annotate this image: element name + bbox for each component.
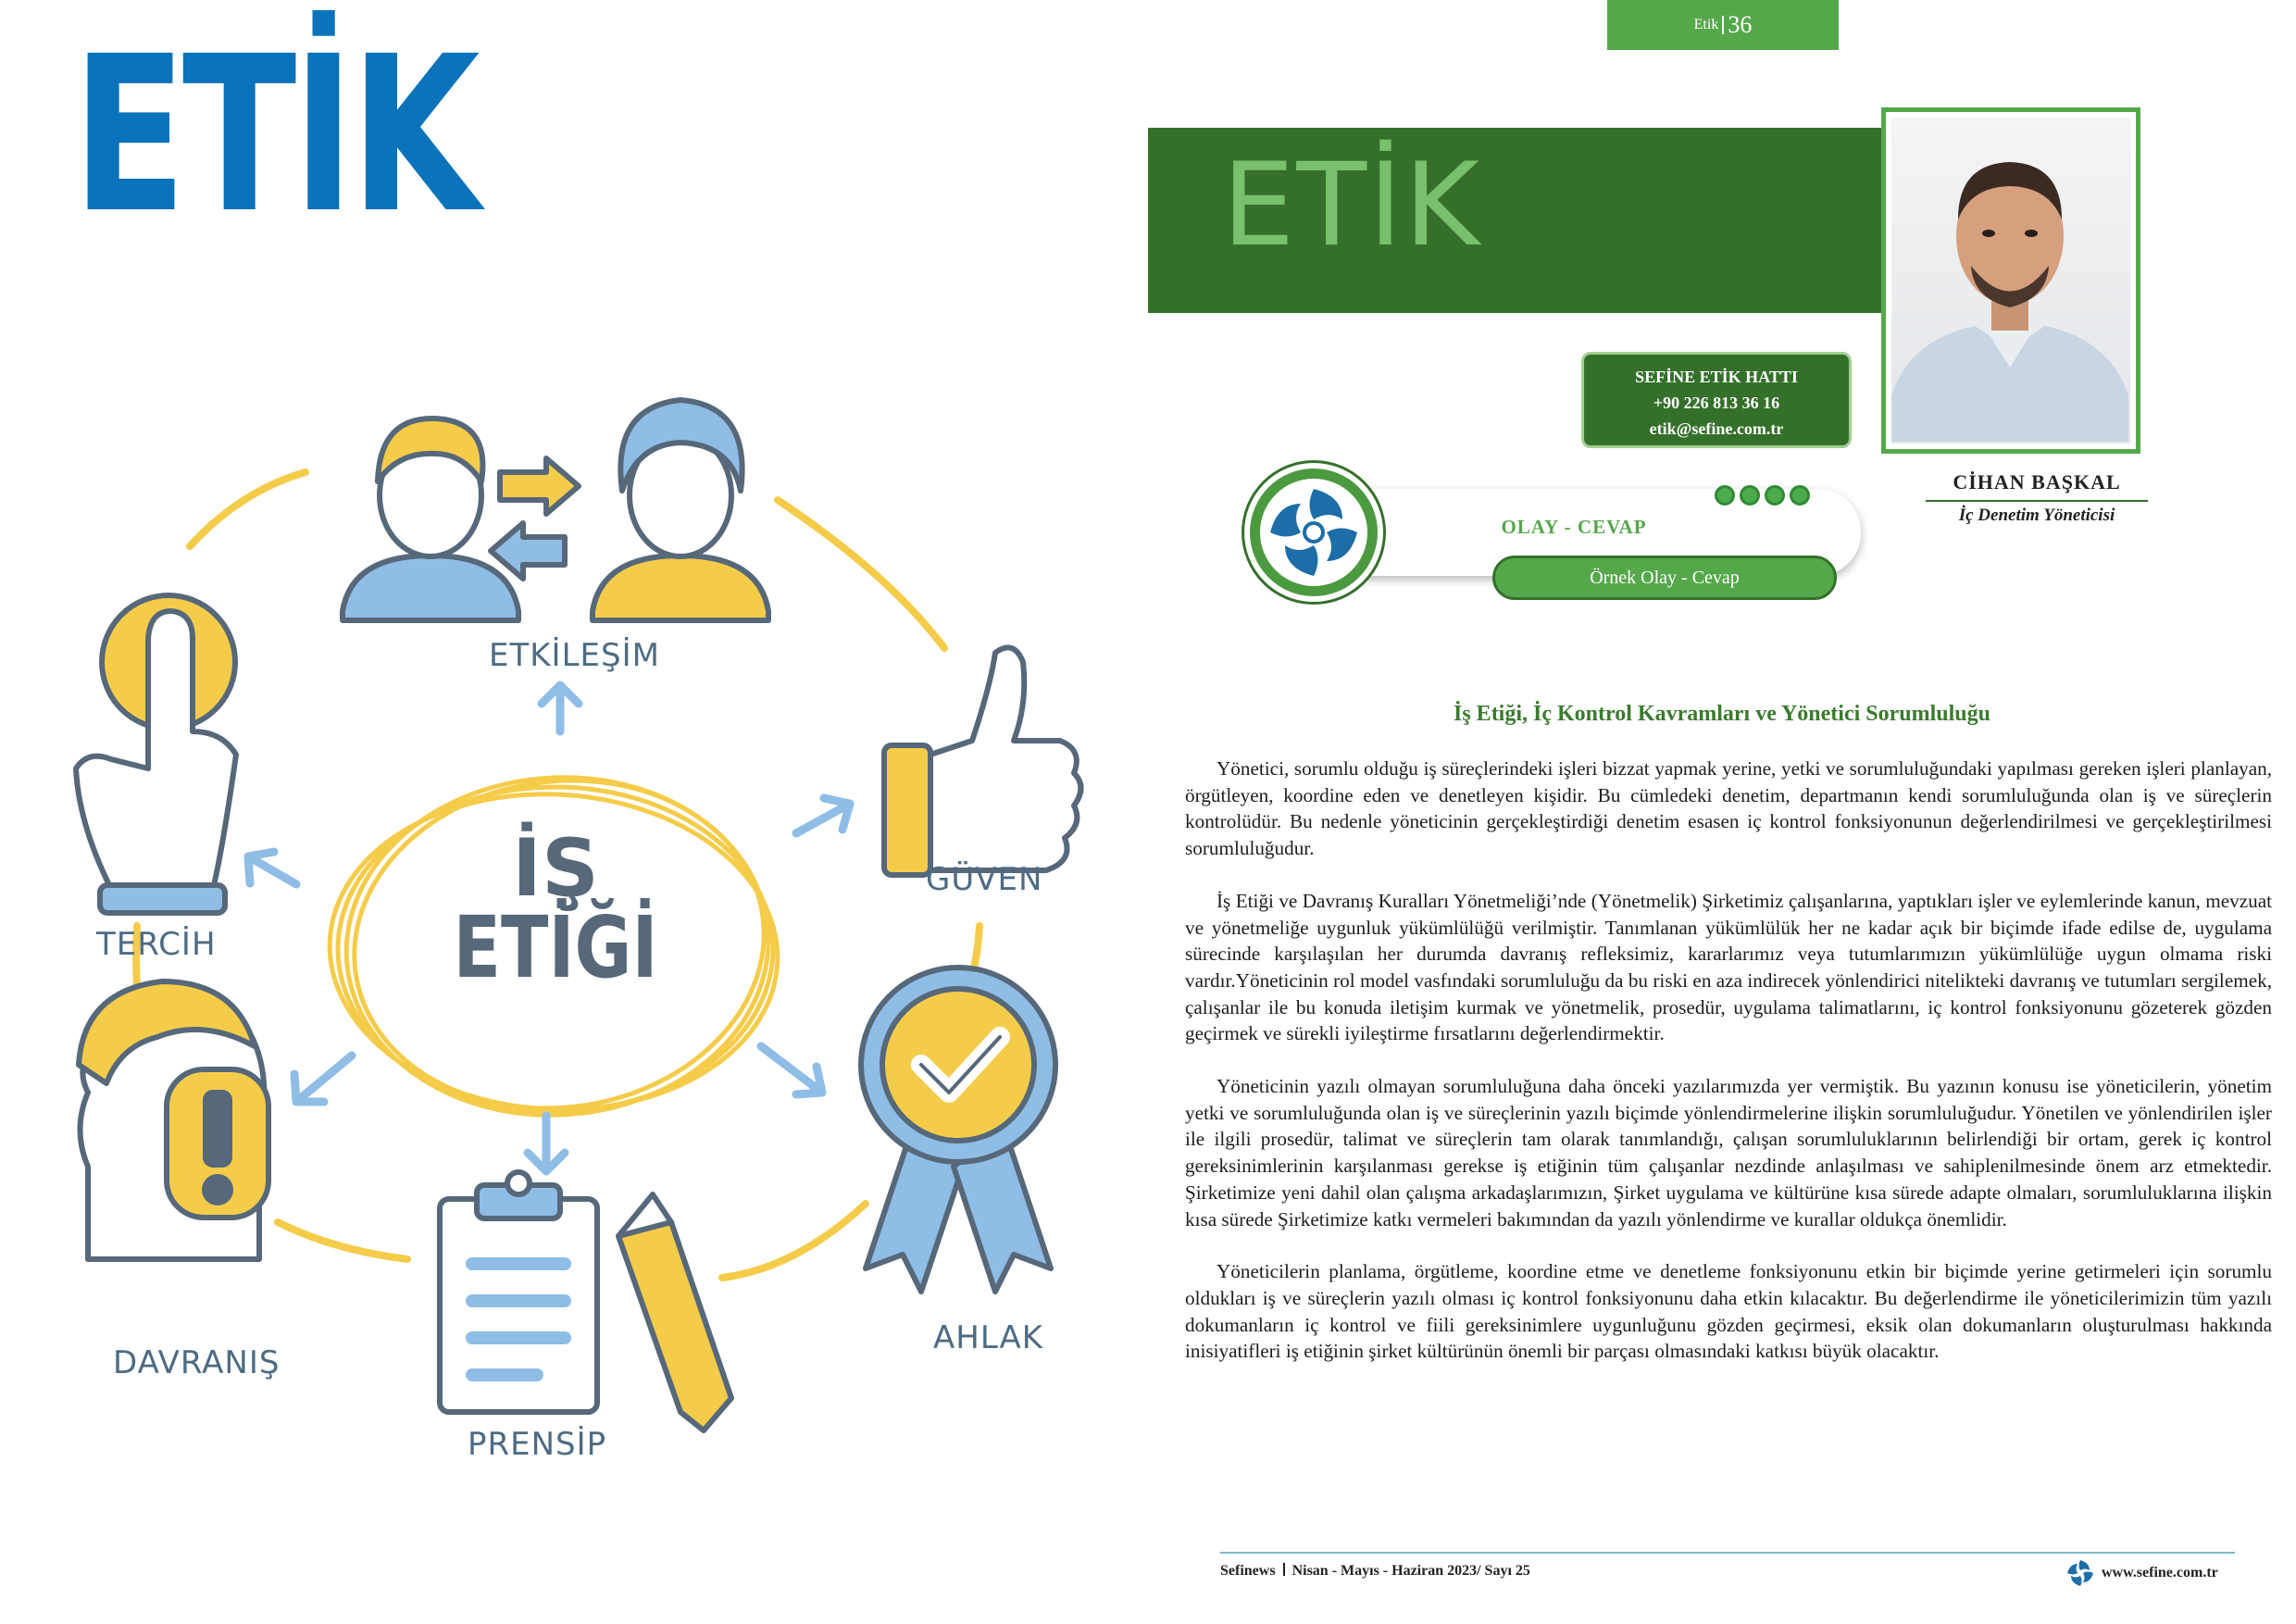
label-davranis: DAVRANIŞ [113,1344,281,1381]
olay-cevap-subtitle: Örnek Olay - Cevap [1492,556,1837,600]
label-etkilesim: ETKİLEŞİM [489,637,660,674]
footer-publication [1220,1563,1530,1580]
publication-name: Sefinews [1220,1563,1276,1579]
section-header-band [1148,128,1889,313]
business-ethics-illustration [0,333,1148,1574]
section-name: Etik [1693,17,1719,32]
thumbs-up-icon [884,647,1081,875]
right-page [1148,0,2296,1624]
label-prensip: PRENSİP [468,1426,607,1463]
award-ribbon-icon [861,968,1055,1292]
label-tercih: TERCİH [96,926,217,963]
page-number: 36 [1728,11,1753,38]
decorative-dots [1715,485,1810,506]
dot [1765,485,1785,506]
article-title: İş Etiği, İç Kontrol Kavramları ve Yönetici Sorumluluğu [1454,702,1990,726]
sefine-emblem [1244,463,1383,602]
tab-separator [1722,16,1724,34]
author-name: CİHAN BAŞKAL [1953,470,2121,493]
page-number-tab [1607,0,1839,50]
issue-info: Nisan - Mayıs - Haziran 2023/ Sayı 25 [1292,1563,1530,1579]
author-role: İç Denetim Yöneticisi [1958,506,2115,525]
article-paragraph: İş Etiği ve Davranış Kuralları Yönetmeliği’nde (Yönetmelik) Şirketimiz çalışanlarına, yaptıkları işler ve eylemlerinde kanun, mevzuat ve yönetmeliğe uygunluk yükümlülüğü verilmiştir. Tanımlanan yükümlülük her ne kadar açık bir biçimde ifade edilse de, uygulama sürecinde karşılaşılan her durumda davranış refleksimiz, kararlarımız veya tutumlarımızın yükümlülüğe uygun olmama riski vardır.Yöneticinin rol model vasfındaki sorumluluğu da bu riski en aza indirecek yönlendirici nitelikteki davranış ve tutumları sergilemek, çalışanlar ile bu konuda iletişim kurmak ve yönetmelik, prosedür, uygulama talimatlarını, iç kontrol fonksiyonunu gözeterek gözden geçirmek ve sürekli iyileştirme fırsatlarını değerlendirmektir. [1185,889,2272,1045]
people-interaction-icon [343,400,768,620]
article-paragraph: Yönetici, sorumlu olduğu iş süreçlerindeki işleri bizzat yapmak yerine, yetki ve sorumluluğundaki yapılması gereken işleri planlayan, örgütleyen, koordine eden ve denetleyen kişidir. Bu cümledeki denetim, departmanın kendi sorumluluğunda olan iş ve süreçlerin kontrolüdür. Bu nedenle yöneticinin gerçekleştirdiği denetim esasen iç kontrol fonksiyonunun değerlendirilmesi ve gerçekleştirilmesi sorumluluğudur. [1185,757,2272,860]
author-portrait-icon [1891,118,2128,442]
warning-head-icon [79,981,268,1259]
dot [1715,485,1735,506]
footer-rule [1220,1552,2235,1554]
label-guven: GÜVEN [926,861,1043,898]
dot [1740,485,1760,506]
sefine-logo-icon [2065,1557,2096,1589]
center-word-etigi: ETİĞİ [453,898,658,997]
article-paragraph: Yöneticilerin planlama, örgütleme, koordine etme ve denetleme fonksiyonunu etkin bir biçimde yerine getirmeleri için sorumlu oldukları iş ve süreçlerin yazılı olması iç kontrol fonksiyonunu daha etkin kılacaktır. Bu değerlendirme ile yöneticilerimizin tüm yazılı dokumanların iç kontrol ve fiili gereksinimlere uygunluğunu gözden geçirmesi, eksik olan dokumanların oluşturulması hakkında inisiyatifleri iş etiğinin şirket kültürünün önemli bir parçası olmasındaki katkısı büyük olacaktır. [1185,1260,2272,1363]
sefine-logo-icon [1250,468,1378,596]
clipboard-pencil-icon [440,1172,731,1430]
hotline-email: etik@sefine.com.tr [1649,419,1784,438]
dot [1790,485,1810,506]
pointing-hand-icon [76,595,236,913]
label-ahlak: AHLAK [933,1319,1044,1356]
olay-cevap-title: OLAY - CEVAP [1501,516,1647,538]
hotline-phone: +90 226 813 36 16 [1653,394,1780,412]
footer-website [2065,1557,2218,1589]
hotline-title: SEFİNE ETİK HATTI [1635,368,1798,386]
author-divider [1926,500,2148,502]
ethics-hotline-box [1581,352,1852,448]
left-big-title: ETİK [72,10,476,260]
website-link[interactable]: www.sefine.com.tr [2102,1565,2218,1580]
author-photo [1881,107,2140,454]
footer-separator [1283,1563,1285,1576]
section-title: ETİK [1222,139,1481,272]
center-word-is: İŞ [512,822,599,915]
article-paragraph: Yöneticinin yazılı olmayan sorumluluğuna daha önceki yazılarımızda yer vermiştik. Bu yazının konusu ise yöneticilerin, yönetim yetki ve sorumluluğunda olan iş ve süreçlerinin yazılı biçimde yönlendirmelerine ilişkin sorumluluğudur. Yönetilen ve yönlendirilen işler ile ilgili prosedür, talimat ve süreçlerin tam olarak tanımlandığı, çalışan sorumluluklarının belirlendiği bir ortam, gerek iç kontrol gereksinimlerinin karşılanması gerekse iş etiğinin tüm çalışanlar nezdinde anlaşılması ve sahiplenilmesinde önem arz etmektedir. Şirketimize yeni dahil olan çalışma arkadaşlarımızın, Şirket uygulama ve kültürüne kısa sürede adapte olmaları, sorumluluklarına ilişkin kısa sürede Şirketimize katkı vermeleri bakımından da yazılı yönlendirme ve kurallar oldukça önemlidir. [1185,1075,2272,1230]
article-body [1185,756,2272,1391]
